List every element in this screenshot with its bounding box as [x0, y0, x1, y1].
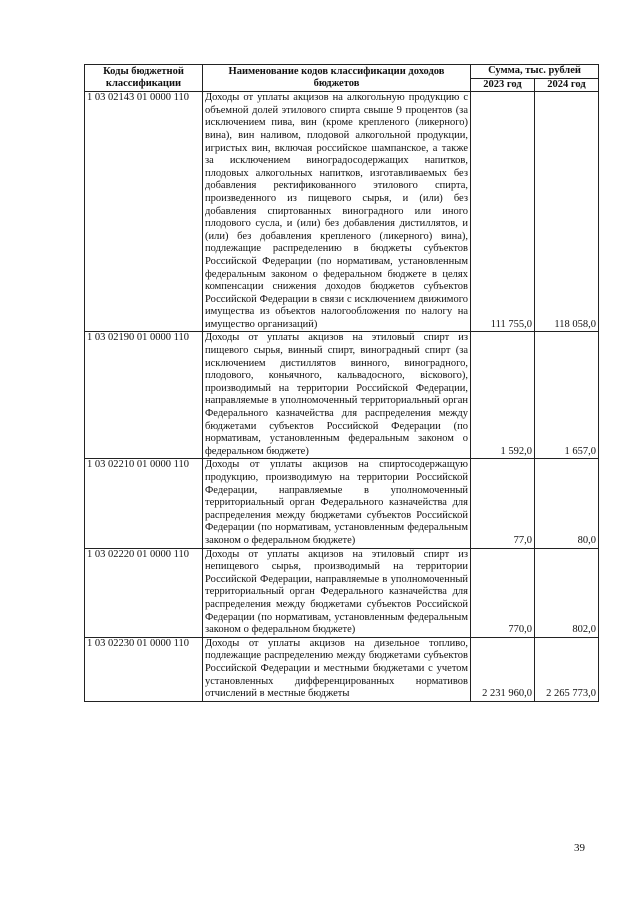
row-name: Доходы от уплаты акцизов на дизельное топливо, подлежащие распределению между бюджетами субъектов Российской Федерации и местными бюджетами с учетом установленных дифференцированных нормативов отчислений в местные бюджеты [203, 637, 471, 701]
revenue-table [84, 64, 599, 702]
header-sum: Сумма, тыс. рублей [471, 65, 599, 79]
row-name: Доходы от уплаты акцизов на этиловый спирт из пищевого сырья, винный спирт, виноградный спирт (за исключением дистиллятов винного, виноградного, плодового, коньячного, кальвадосного, віскового), производимый на территории Российской Федерации, направляемые в уполномоченный территориальный орган Федерального казначейства для распределения между бюджетами субъектов Российской Федерации (по нормативам, установленным федеральным законом о федеральном бюджете) [203, 332, 471, 459]
row-value-2024: 1 657,0 [535, 332, 599, 459]
page-number: 39 [574, 842, 585, 854]
row-value-2024: 80,0 [535, 459, 599, 548]
row-value-2024: 2 265 773,0 [535, 637, 599, 701]
row-value-2023: 2 231 960,0 [471, 637, 535, 701]
table-row [85, 92, 599, 332]
table-row [85, 637, 599, 701]
table-row [85, 459, 599, 548]
row-code: 1 03 02210 01 0000 110 [85, 459, 203, 548]
row-code: 1 03 02190 01 0000 110 [85, 332, 203, 459]
row-name: Доходы от уплаты акцизов на алкогольную продукцию с объемной долей этилового спирта свыше 9 процентов (за исключением пива, вин (кроме крепленого (ликерного) вина), вин наливом, плодовой алкогольной продукции, игристых вин, включая российское шампанское, а также за исключением виноградосодержащих напитков, плодовых алкогольных напитков, изготавливаемых без добавления ректификованного этилового спирта, произведенного из пищевого сырья, и (или) без добавления спиртованных виноградного или иного плодового сусла, и (или) без добавления дистиллятов, и (или) без добавления крепленого (ликерного) вина), подлежащие распределению в бюджеты субъектов Российской Федерации (по нормативам, установленным федеральным законом о федеральном бюджете в целях компенсации снижения доходов бюджетов субъектов Российской Федерации в связи с исключением движимого имущества из объектов налогообложения по налогу на имущество организаций) [203, 92, 471, 332]
document-sheet [84, 64, 598, 702]
header-year-2023: 2023 год [471, 78, 535, 92]
header-year-2024: 2024 год [535, 78, 599, 92]
table-row [85, 332, 599, 459]
row-code: 1 03 02143 01 0000 110 [85, 92, 203, 332]
row-value-2023: 1 592,0 [471, 332, 535, 459]
row-value-2023: 111 755,0 [471, 92, 535, 332]
header-names: Наименование кодов классификации доходов бюджетов [203, 65, 471, 92]
row-code: 1 03 02230 01 0000 110 [85, 637, 203, 701]
row-name: Доходы от уплаты акцизов на этиловый спирт из непищевого сырья, производимый на территории Российской Федерации, направляемые в уполномоченный территориальный орган Федерального казначейства для распределения между бюджетами субъектов Российской Федерации (по нормативам, установленным федеральным законом о федеральном бюджете) [203, 548, 471, 637]
row-value-2024: 802,0 [535, 548, 599, 637]
row-value-2023: 770,0 [471, 548, 535, 637]
table-row [85, 548, 599, 637]
header-codes: Коды бюджетной классификации [85, 65, 203, 92]
row-code: 1 03 02220 01 0000 110 [85, 548, 203, 637]
row-name: Доходы от уплаты акцизов на спиртосодержащую продукцию, производимую на территории Российской Федерации, направляемые в уполномоченный территориальный орган Федерального казначейства для распределения между бюджетами субъектов Российской Федерации (по нормативам, установленным федеральным законом о федеральном бюджете) [203, 459, 471, 548]
row-value-2024: 118 058,0 [535, 92, 599, 332]
row-value-2023: 77,0 [471, 459, 535, 548]
